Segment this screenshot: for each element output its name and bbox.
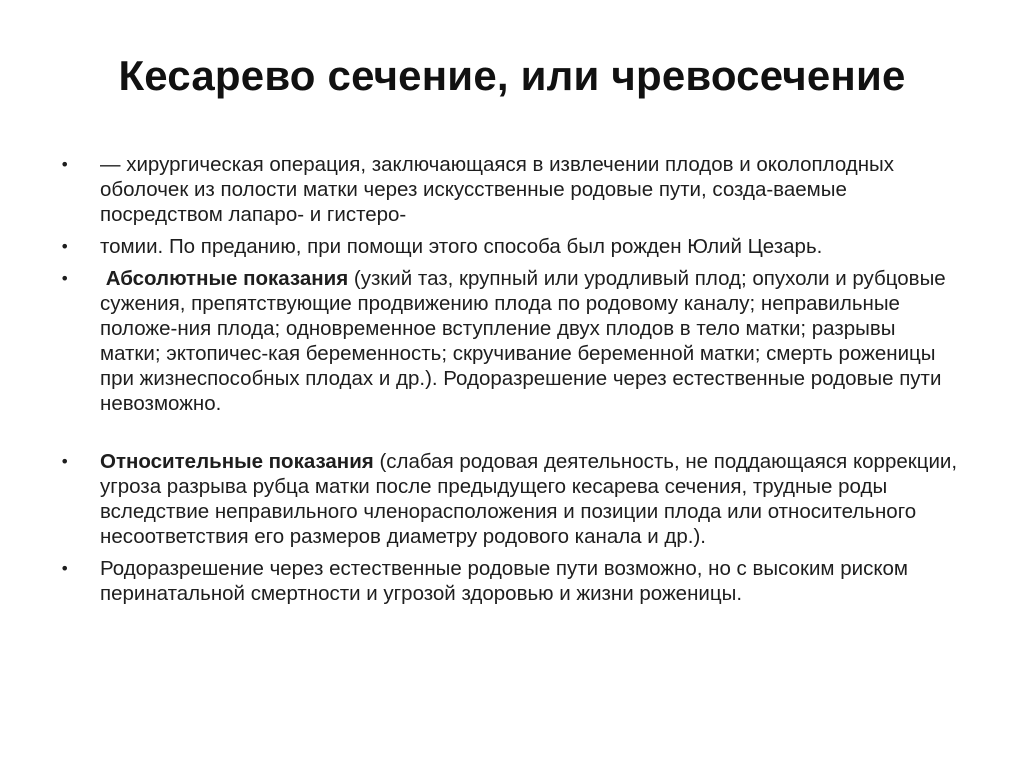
bullet-icon: • [60, 452, 70, 471]
list-item [60, 449, 960, 549]
list-item [60, 556, 960, 606]
item-text: томии. По преданию, при помощи этого способа был рожден Юлий Цезарь. [100, 235, 823, 258]
list-item [60, 266, 960, 416]
item-bold-heading: Относительные показания [100, 450, 374, 473]
bullet-icon: • [60, 237, 70, 256]
list-item [60, 234, 960, 259]
item-bold-heading: Абсолютные показания [105, 267, 349, 290]
item-text: (узкий таз, крупный или уродливый плод; опухоли и рубцовые сужения, препятствующие продвижению плода по родовому каналу; неправильные положе-ния плода; одновременное вступление двух плодов в тело матки; разрывы матки; эктопичес-кая беременность; скручивание беременной матки; смерть роженицы при жизнеспособных плодах и др.). Родоразрешение через естественные родовые пути невозможно. [100, 267, 946, 415]
bullet-list [60, 152, 960, 613]
item-text: (слабая родовая деятельность, не поддающаяся коррекции, угроза разрыва рубца матки после предыдущего кесарева сечения, трудные роды вследствие неправильного членорасположения и позиции плода или относительного несоответствия его размеров диаметру родового канала и др.). [100, 450, 958, 548]
item-text: Родоразрешение через естественные родовые пути возможно, но с высоким риском перинатальной смертности и угрозой здоровью и жизни роженицы. [100, 557, 909, 605]
slide-title: Кесарево сечение, или чревосечение [118, 52, 906, 99]
item-text: — хирургическая операция, заключающаяся в извлечении плодов и околоплодных оболочек из полости матки через искусственные родовые пути, созда-ваемые посредством лапаро- и гистеро- [100, 153, 895, 226]
bullet-icon: • [60, 155, 70, 174]
list-item [60, 152, 960, 227]
bullet-icon: • [60, 269, 70, 288]
bullet-icon: • [60, 559, 70, 578]
